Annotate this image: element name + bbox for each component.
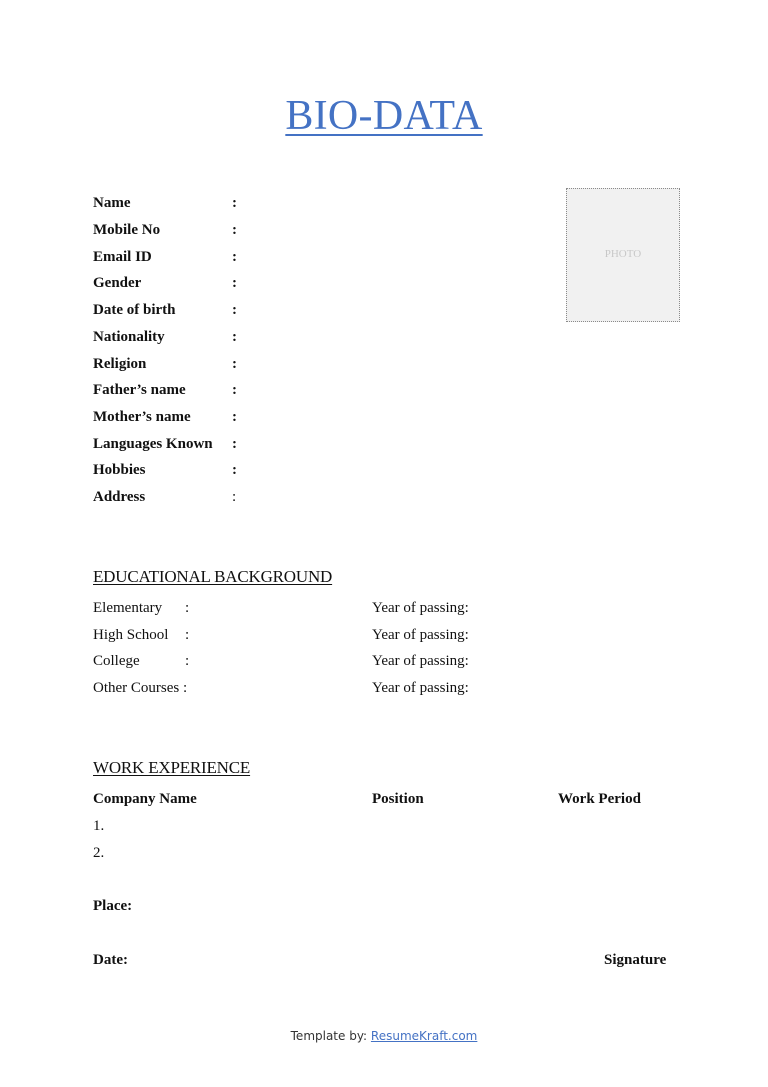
- field-label-name: Name: [93, 195, 131, 211]
- field-label-nationality: Nationality: [93, 329, 165, 345]
- page-title: BIO-DATA: [285, 93, 483, 139]
- work-row-number: 1.: [93, 818, 105, 834]
- field-colon: :: [232, 195, 237, 211]
- field-colon: :: [232, 356, 237, 372]
- field-colon: :: [232, 436, 237, 452]
- field-colon: :: [232, 222, 237, 238]
- year-of-passing-label: Year of passing:: [372, 600, 469, 616]
- year-of-passing-label: Year of passing:: [372, 680, 469, 696]
- footer-link[interactable]: ResumeKraft.com: [370, 1029, 478, 1043]
- field-label-mothers-name: Mother’s name: [93, 409, 191, 425]
- year-of-passing-label: Year of passing:: [372, 627, 469, 643]
- education-label-other-courses: Other Courses :: [93, 680, 188, 696]
- column-position: Position: [372, 791, 424, 807]
- education-label-elementary: Elementary: [93, 600, 163, 616]
- field-label-email: Email ID: [93, 249, 152, 265]
- footer: [0, 1029, 768, 1043]
- field-colon: :: [232, 329, 237, 345]
- field-colon: :: [232, 249, 237, 265]
- field-label-address: Address: [93, 489, 146, 505]
- field-label-mobile: Mobile No: [93, 222, 161, 238]
- column-work-period: Work Period: [558, 791, 641, 807]
- photo-label: PHOTO: [604, 248, 642, 260]
- education-colon: :: [185, 627, 190, 643]
- place-label: Place:: [93, 898, 133, 914]
- education-label-college: College: [93, 653, 140, 669]
- field-label-languages-known: Languages Known: [93, 436, 213, 452]
- field-label-date-of-birth: Date of birth: [93, 302, 176, 318]
- field-colon: :: [232, 409, 237, 425]
- footer-prefix: Template by:: [290, 1029, 371, 1043]
- field-colon: :: [232, 489, 237, 505]
- field-label-gender: Gender: [93, 275, 142, 291]
- column-company-name: Company Name: [93, 791, 197, 807]
- field-colon: :: [232, 275, 237, 291]
- field-label-religion: Religion: [93, 356, 147, 372]
- education-label-high-school: High School: [93, 627, 169, 643]
- work-heading: WORK EXPERIENCE: [93, 758, 251, 777]
- education-heading: EDUCATIONAL BACKGROUND: [93, 567, 333, 586]
- field-label-hobbies: Hobbies: [93, 462, 146, 478]
- field-colon: :: [232, 302, 237, 318]
- work-row-number: 2.: [93, 845, 105, 861]
- date-label: Date:: [93, 952, 128, 968]
- year-of-passing-label: Year of passing:: [372, 653, 469, 669]
- signature-label: Signature: [604, 952, 667, 968]
- field-label-fathers-name: Father’s name: [93, 382, 186, 398]
- photo-placeholder[interactable]: [566, 188, 680, 322]
- field-colon: :: [232, 382, 237, 398]
- field-colon: :: [232, 462, 237, 478]
- education-colon: :: [185, 653, 190, 669]
- education-colon: :: [185, 600, 190, 616]
